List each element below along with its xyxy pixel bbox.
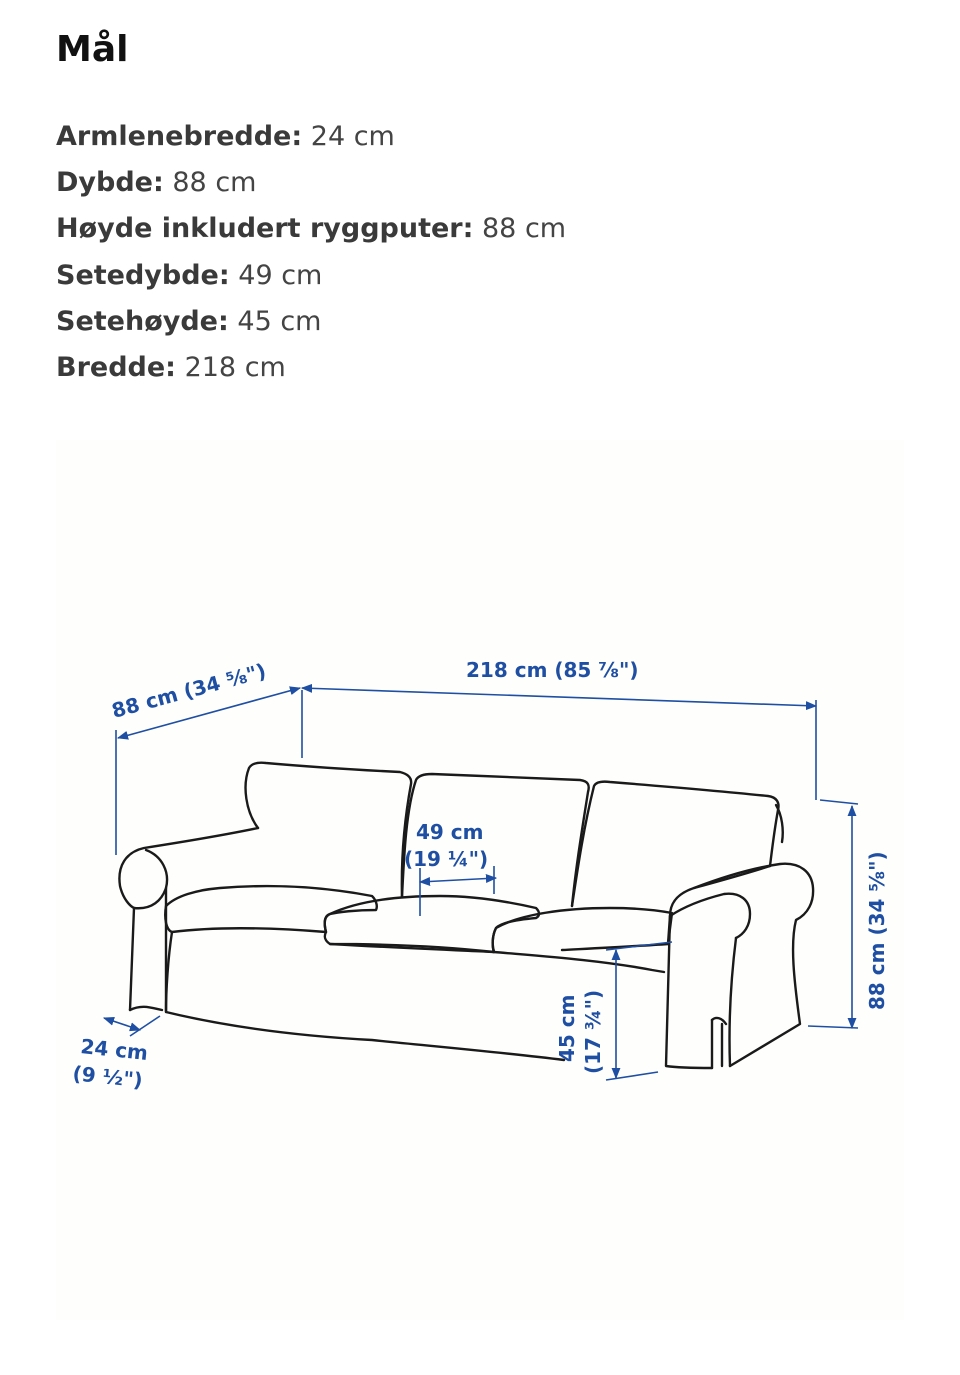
height-extension-top — [820, 800, 858, 804]
dimension-label: Bredde: — [56, 352, 176, 384]
seat-depth-dimension-line — [420, 878, 496, 882]
dimension-label: Setedybde: — [56, 259, 230, 291]
depth-label: 88 cm (34 ⅝") — [109, 658, 269, 723]
dimension-value: 45 cm — [237, 305, 322, 337]
sofa-illustration — [119, 763, 813, 1068]
sofa-dimension-drawing — [56, 440, 904, 1320]
right-back-cushion — [572, 782, 779, 906]
right-arm-front-left — [666, 916, 712, 1068]
dimension-label: Dybde: — [56, 167, 164, 199]
width-label: 218 cm (85 ⅞") — [466, 658, 639, 682]
left-arm-front — [130, 1007, 162, 1010]
page-title: Mål — [56, 29, 129, 70]
dimension-value: 49 cm — [238, 259, 323, 291]
left-arm-inner — [134, 850, 167, 908]
dimension-label: Setehøyde: — [56, 305, 229, 337]
seat-depth-in-label: (19 ¼") — [404, 847, 489, 871]
seat-height-in-label: (17 ¾") — [581, 989, 605, 1074]
dimension-label: Armlenebredde: — [56, 121, 303, 152]
seat-depth-cm-label: 49 cm — [416, 820, 484, 844]
dimension-value: 88 cm — [172, 167, 257, 199]
dimension-value: 88 cm — [482, 213, 567, 245]
dimension-value: 218 cm — [184, 352, 286, 384]
height-label: 88 cm (34 ⅝") — [865, 851, 889, 1010]
seat-front-edge — [494, 952, 664, 972]
right-arm-pleat-3 — [712, 1018, 726, 1024]
seat-height-cm-label: 45 cm — [555, 994, 579, 1062]
arm-width-cm-label: 24 cm — [79, 1034, 150, 1066]
height-extension-bottom — [808, 1026, 858, 1028]
dimension-label: Høyde inkludert ryggputer: — [56, 213, 474, 245]
dimension-labels — [71, 658, 889, 1092]
left-back-cushion — [246, 763, 412, 897]
width-dimension-line — [302, 688, 816, 706]
arm-width-in-label: (9 ½") — [71, 1061, 144, 1093]
arm-width-extension — [130, 1016, 160, 1036]
right-arm-inner — [670, 894, 750, 938]
dimension-lines — [104, 688, 858, 1080]
right-arm-front — [729, 938, 736, 1066]
seat-height-extension-bottom — [606, 1072, 658, 1080]
dimension-value: 24 cm — [310, 121, 395, 152]
front-skirt — [166, 932, 564, 1060]
right-arm — [668, 866, 770, 944]
left-arm — [119, 828, 258, 1010]
arm-width-dimension-line — [104, 1018, 140, 1030]
